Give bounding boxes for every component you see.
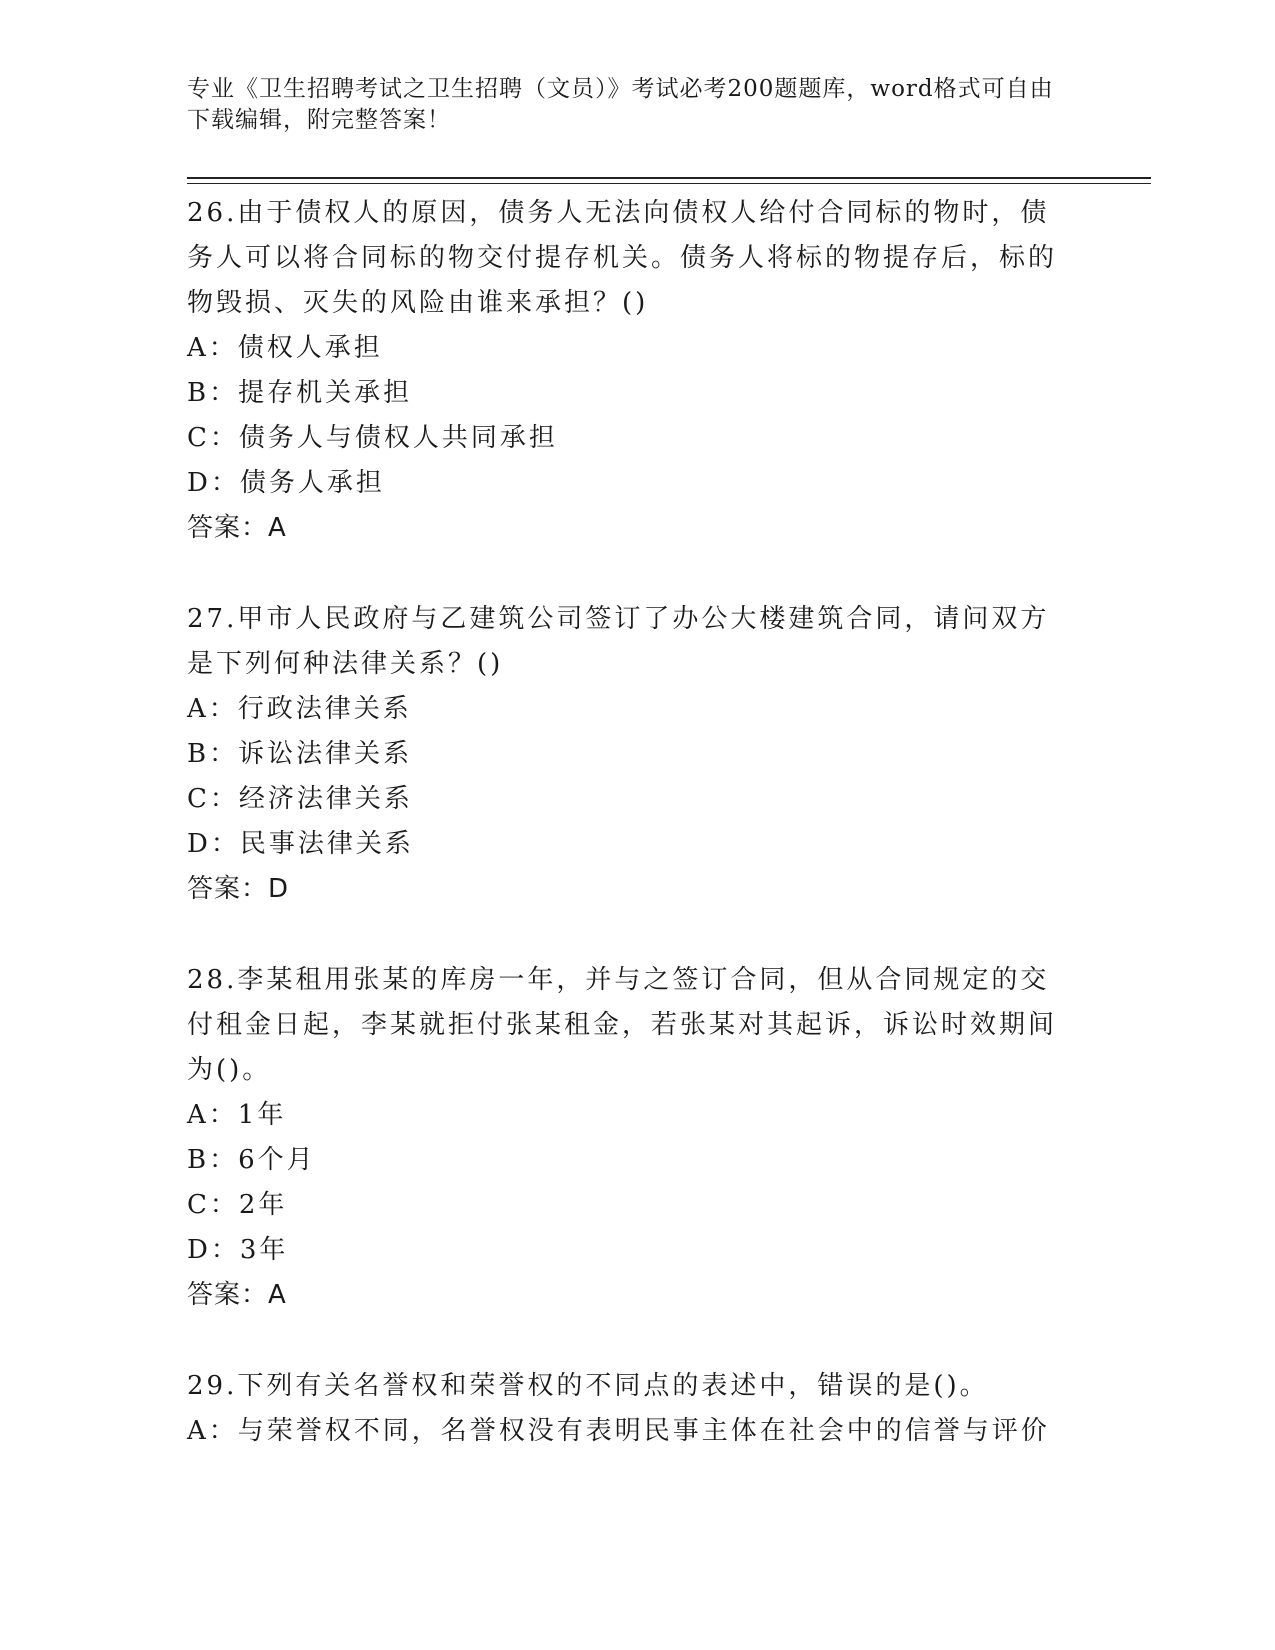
option-a: A：行政法律关系 (187, 694, 412, 724)
option-a: A：1年 (187, 1100, 287, 1130)
question-29 (187, 1363, 1067, 1454)
header-divider-thick (187, 177, 1151, 179)
option-d: D：民事法律关系 (187, 829, 414, 859)
option-b: B：6个月 (187, 1145, 316, 1175)
option-a: A：债权人承担 (187, 333, 383, 363)
question-stem: 28.李某租用张某的库房一年，并与之签订合同，但从合同规定的交付租金日起，李某就拒付张某租金，若张某对其起诉，诉讼时效期间为()。 (187, 965, 1058, 1085)
question-stem: 27.甲市人民政府与乙建筑公司签订了办公大楼建筑合同，请问双方是下列何种法律关系？() (187, 604, 1050, 679)
option-a: A：与荣誉权不同，名誉权没有表明民事主体在社会中的信誉与评价 (187, 1416, 1050, 1446)
document-header: 专业《卫生招聘考试之卫生招聘（文员）》考试必考200题题库，word格式可自由下载编辑，附完整答案！ (187, 76, 1054, 133)
option-d: D：3年 (187, 1235, 289, 1265)
answer: 答案：A (187, 1280, 287, 1310)
answer: 答案：D (187, 874, 290, 904)
question-stem: 26.由于债权人的原因，债务人无法向债权人给付合同标的物时，债务人可以将合同标的物交付提存机关。债务人将标的物提存后，标的物毁损、灭失的风险由谁来承担？() (187, 198, 1058, 318)
question-list (187, 190, 1067, 1499)
header-divider-thin (187, 183, 1151, 184)
option-c: C：经济法律关系 (187, 784, 413, 814)
question-stem: 29.下列有关名誉权和荣誉权的不同点的表述中，错误的是()。 (187, 1371, 989, 1401)
option-d: D：债务人承担 (187, 468, 385, 498)
answer: 答案：A (187, 513, 287, 543)
option-b: B：提存机关承担 (187, 378, 413, 408)
option-c: C：债务人与债权人共同承担 (187, 423, 558, 453)
question-27 (187, 596, 1067, 912)
option-c: C：2年 (187, 1190, 288, 1220)
question-26 (187, 190, 1067, 551)
option-b: B：诉讼法律关系 (187, 739, 413, 769)
question-28 (187, 957, 1067, 1318)
